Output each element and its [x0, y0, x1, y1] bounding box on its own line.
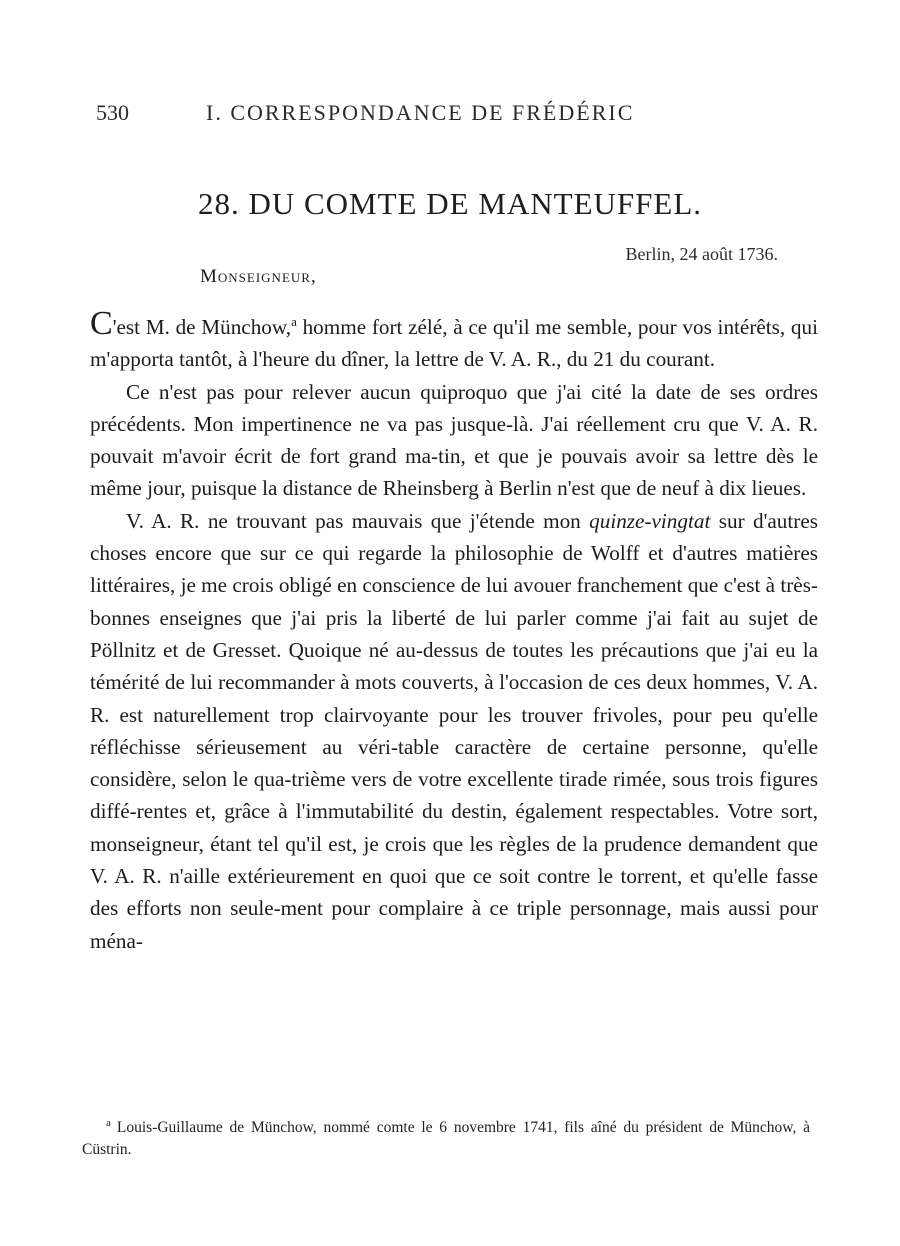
letter-salutation: Monseigneur, [200, 266, 317, 287]
page-number: 530 [96, 100, 129, 125]
footnote-text: Louis-Guillaume de Münchow, nommé comte le 6 novembre 1741, fils aîné du président de Münchow, à Cüstrin. [82, 1119, 810, 1158]
paragraph-1-text-b: homme fort zélé, à ce qu'il me semble, pour vos intérêts, qui m'apporta tantôt, à l'heure du dîner, la lettre de V. A. R., du 21 du courant. [90, 315, 818, 372]
drop-cap: C [90, 305, 113, 342]
paragraph-1-text-a: 'est M. de Münchow, [112, 315, 292, 339]
paragraph-3-text-a: V. A. R. ne trouvant pas mauvais que j'étende mon [126, 508, 590, 533]
paragraph-1 [90, 306, 818, 376]
footnote-reference: a [291, 314, 297, 329]
footnote [82, 1112, 810, 1161]
footnote-marker: a [106, 1117, 111, 1129]
running-head-title: I. CORRESPONDANCE DE FRÉDÉRIC [206, 100, 635, 125]
letter-title: 28. DU COMTE DE MANTEUFFEL. [197, 186, 703, 221]
paragraph-2: Ce n'est pas pour relever aucun quiproquo que j'ai cité la date de ses ordres précédents. Mon impertinence ne va pas jusque-là. J'ai réellement cru que V. A. R. pouvait m'avoir écrit de fort grand ma-tin, et que je pouvais avoir sa lettre dès le même jour, puisque la distance de Rheinsberg à Berlin n'est que de neuf à dix lieues. [90, 379, 818, 501]
paragraph-3-text-b: sur d'autres choses encore que sur ce qui regarde la philosophie de Wolff et d'autres matières littéraires, je me crois obligé en conscience de lui avouer franchement que c'est à très-bonnes enseignes que j'ai pris la liberté de lui parler comme j'ai fait au sujet de Pöllnitz et de Gresset. Quoique né au-dessus de toutes les précautions que j'ai eu la témérité de lui recommander à mots couverts, à l'occasion de ces deux hommes, V. A. R. est naturellement trop clairvoyante pour les trouver frivoles, pour peu qu'elle réfléchisse sérieusement au véri-table caractère de certaine personne, qu'elle considère, selon le qua-trième vers de votre excellente tirade rimée, sous trois figures diffé-rentes et, grâce à l'immutabilité du destin, également respectables. Votre sort, monseigneur, étant tel qu'il est, je crois que les règles de la prudence demandent que V. A. R. n'aille extérieurement en quoi que ce soit contre le torrent, et qu'elle fasse des efforts non seule-ment pour complaire à ce triple personnage, mais aussi pour ména- [90, 508, 818, 953]
letter-dateline: Berlin, 24 août 1736. [625, 244, 778, 264]
letter-body [90, 306, 818, 957]
paragraph-3-italic-term: quinze-vingtat [589, 508, 711, 533]
paragraph-3 [90, 505, 818, 957]
